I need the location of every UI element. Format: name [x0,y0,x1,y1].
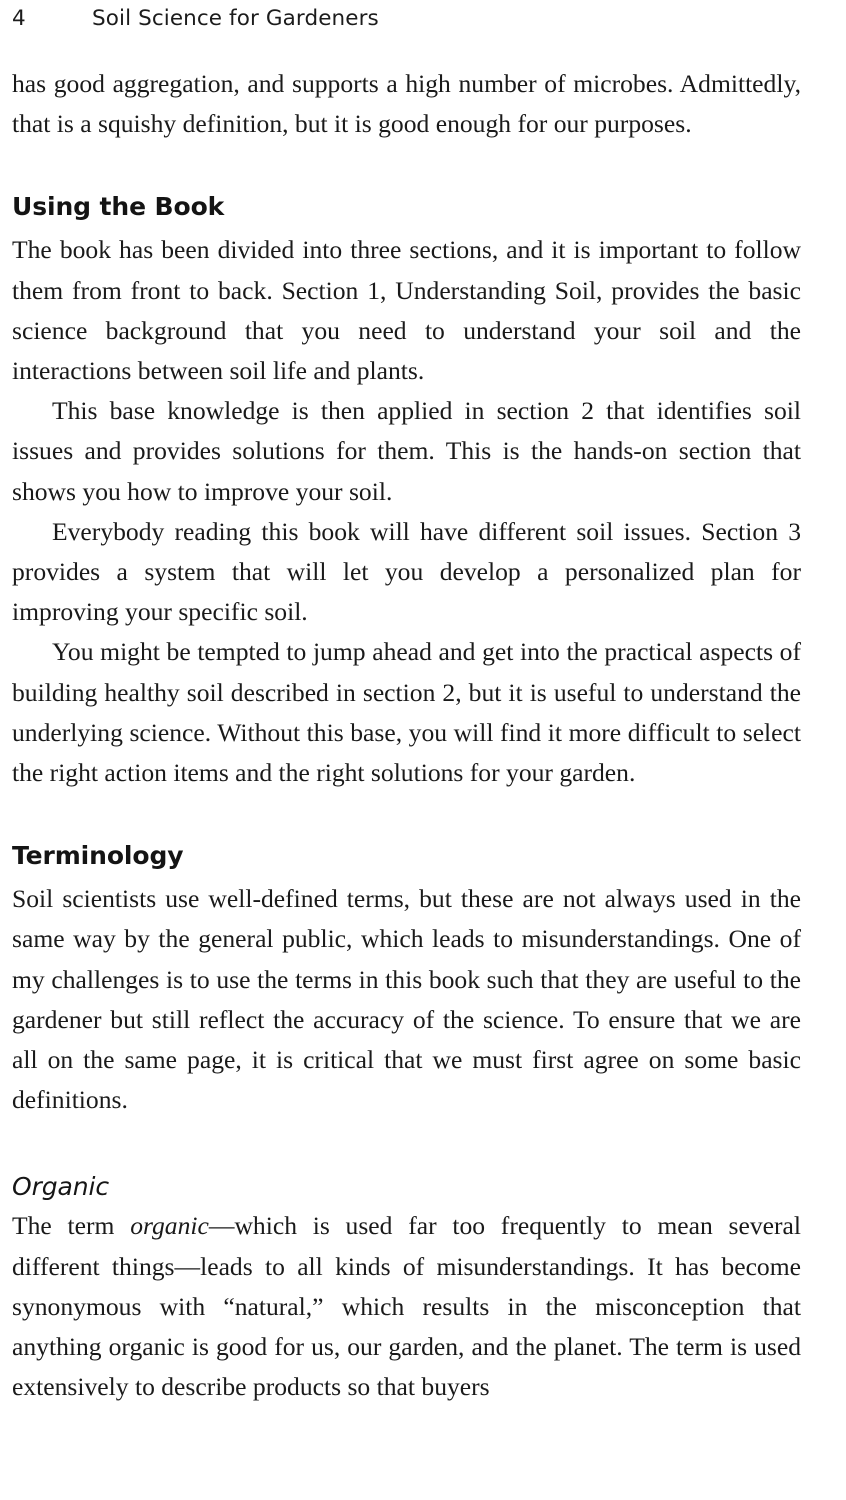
spacer-before-using-the-book [12,144,801,190]
paragraph-organic-1 [12,1206,801,1407]
spacer-before-terminology [12,793,801,839]
paragraph-continued: has good aggregation, and supports a high number of microbes. Admittedly, that is a squishy definition, but it is good enough for our purposes. [12,69,801,139]
page-number: 4 [12,6,26,31]
text-column [12,64,801,1407]
running-header [12,6,802,40]
subheading-organic: Organic [12,1172,109,1202]
running-title: Soil Science for Gardeners [92,6,379,31]
paragraph-using-the-book-1: The book has been divided into three sections, and it is important to follow them from front to back. Section 1, Understanding Soil, provides the basic science background that you need to understand your soil and the interactions between soil life and plants. [12,235,801,386]
organic-text-rest: —which is used far too frequently to mean several different things—leads to all kinds of misunderstandings. It has become synonymous with “natural,” which results in the misconception that anything organic is good for us, our garden, and the planet. The term is used extensively to describe products so that buyers [12,1211,801,1402]
italic-term-organic: organic [130,1211,209,1241]
paragraph-using-the-book-2: This base knowledge is then applied in section 2 that identifies soil issues and provides solutions for them. This is the hands-on section that shows you how to improve your soil. [12,396,801,506]
spacer-before-organic [12,1120,801,1170]
paragraph-terminology-1: Soil scientists use well-defined terms, but these are not always used in the same way by the general public, which leads to misunderstandings. One of my challenges is to use the terms in this book such that they are useful to the gardener but still reflect the accuracy of the science. To ensure that we are all on the same page, it is critical that we must first agree on some basic definitions. [12,884,801,1115]
heading-terminology: Terminology [12,841,184,871]
organic-text-lead: The term [12,1211,131,1241]
paragraph-using-the-book-4: You might be tempted to jump ahead and get into the practical aspects of building healthy soil described in section 2, but it is useful to understand the underlying science. Without this base, you will find it more difficult to select the right action items and the right solutions for your garden. [12,637,801,788]
heading-using-the-book: Using the Book [12,192,225,222]
paragraph-using-the-book-3: Everybody reading this book will have different soil issues. Section 3 provides a system that will let you develop a personalized plan for improving your specific soil. [12,516,801,627]
